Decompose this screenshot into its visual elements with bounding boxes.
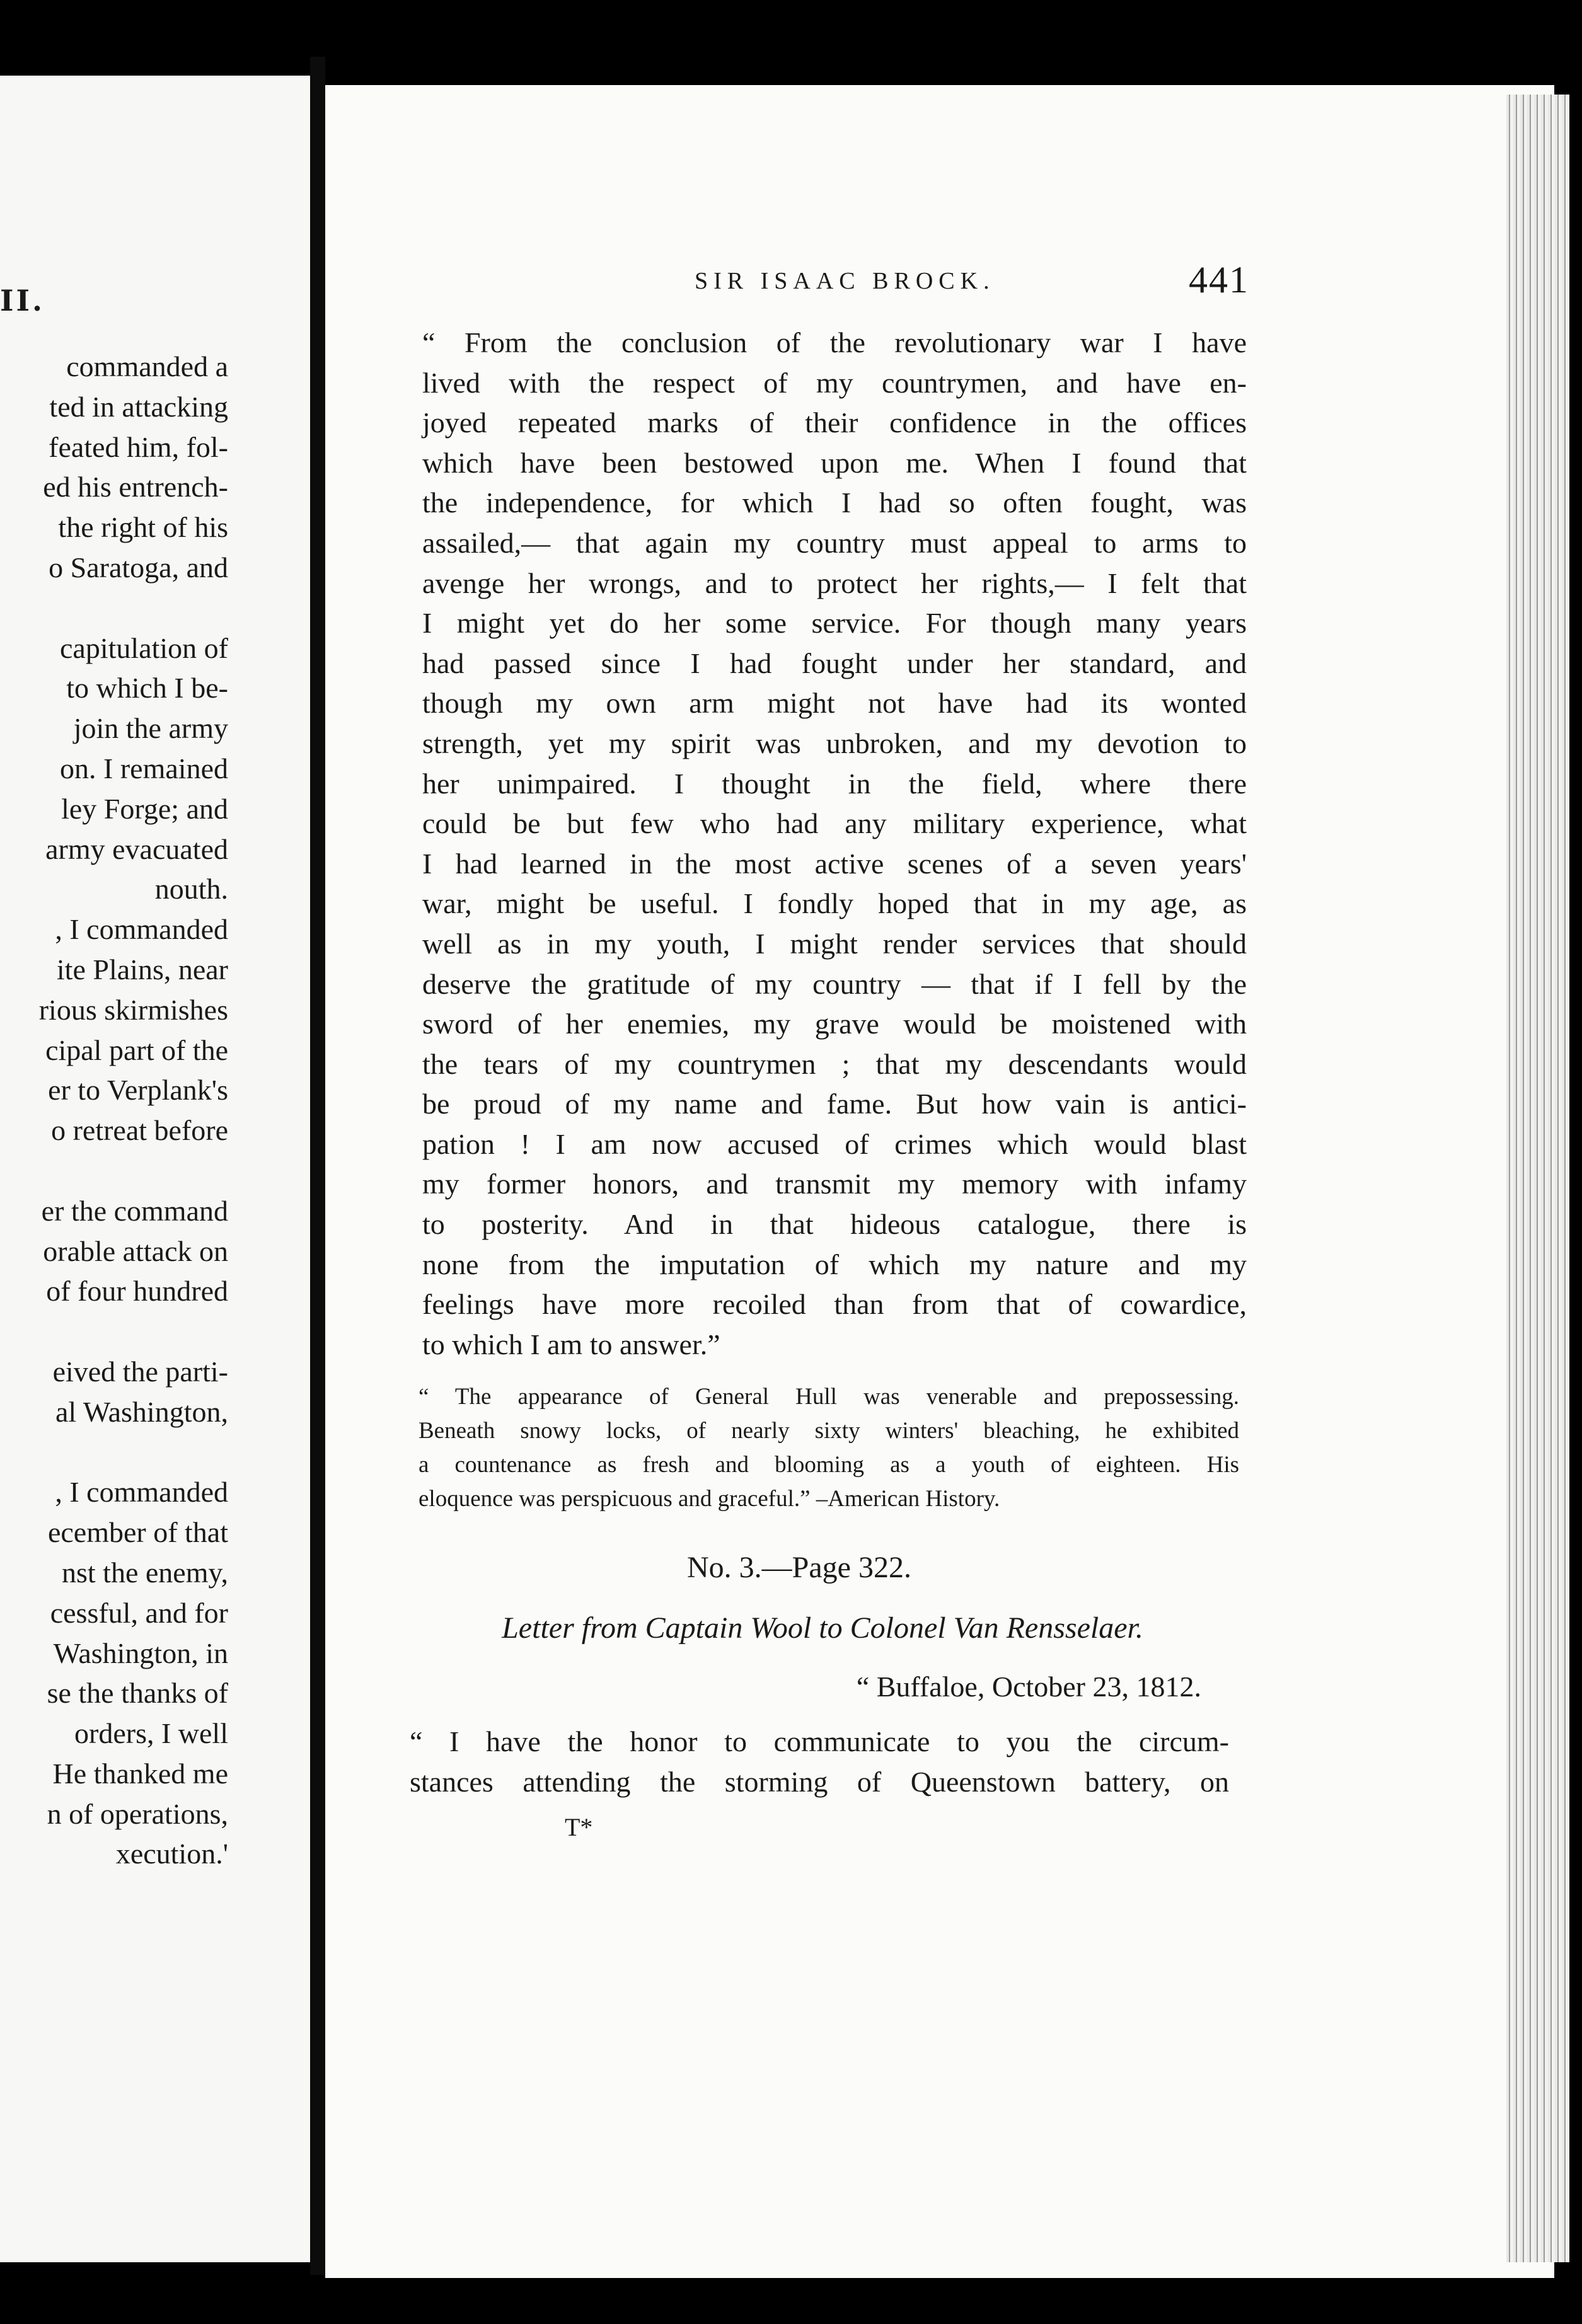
letter-body-text (410, 1722, 1229, 1802)
text-line: xecution.' (115, 1838, 228, 1870)
text-line: stances attending the storming of Queenstown battery, on (410, 1765, 1229, 1798)
text-line: feelings have more recoiled than from that of cowardice, (422, 1288, 1247, 1321)
text-line: deserve the gratitude of my country — that if I fell by the (422, 967, 1247, 1000)
text-line: well as in my youth, I might render services that should (422, 927, 1247, 960)
text-line: nouth. (154, 873, 228, 906)
text-line: o Saratoga, and (49, 551, 228, 584)
text-line: sword of her enemies, my grave would be moistened with (422, 1008, 1247, 1040)
text-line: cessful, and for (50, 1596, 228, 1629)
text-line: He thanked me (52, 1757, 228, 1790)
text-line (0, 1151, 228, 1191)
text-line: er to Verplank's (48, 1074, 228, 1107)
text-line: be proud of my name and fame. But how vain is antici- (422, 1088, 1247, 1120)
text-line: on. I remained (60, 752, 228, 785)
text-line: ed his entrench- (43, 471, 228, 503)
left-page-text (0, 347, 228, 1874)
text-line: of four hundred (46, 1275, 228, 1308)
page-edges (1506, 95, 1569, 2262)
text-line: to which I be- (66, 672, 228, 705)
text-line: rious skirmishes (38, 993, 228, 1026)
text-line: war, might be useful. I fondly hoped that in my age, as (422, 887, 1247, 920)
text-line: se the thanks of (47, 1677, 228, 1710)
text-line: Beneath snowy locks, of nearly sixty winters' bleaching, he exhibited (419, 1418, 1239, 1444)
text-line: pation ! I am now accused of crimes which would blast (422, 1127, 1247, 1160)
page-number: 441 (1189, 259, 1249, 301)
text-line: my former honors, and transmit my memory with infamy (422, 1168, 1247, 1200)
footnote (419, 1380, 1239, 1516)
text-line: eived the parti- (52, 1355, 228, 1388)
book-gutter (310, 57, 325, 2275)
text-line: join the army (73, 712, 228, 745)
text-line: the right of his (58, 511, 228, 544)
text-line: I had learned in the most active scenes of a seven years' (422, 847, 1247, 880)
text-line: “ The appearance of General Hull was venerable and prepossessing. (419, 1384, 1239, 1410)
letter-dateline: “ Buffaloe, October 23, 1812. (856, 1671, 1201, 1703)
text-line: nst the enemy, (61, 1556, 228, 1589)
text-line: none from the imputation of which my nature and my (422, 1248, 1247, 1280)
text-line: cipal part of the (45, 1033, 228, 1066)
text-line: ecember of that (47, 1516, 228, 1549)
text-line: n of operations, (47, 1797, 228, 1830)
text-line: the independence, for which I had so often fought, was (422, 486, 1247, 519)
text-line: joyed repeated marks of their confidence in the offices (422, 406, 1247, 439)
text-line (0, 1311, 228, 1352)
text-line: could be but few who had any military experience, what (422, 807, 1247, 840)
text-line: avenge her wrongs, and to protect her rights,— I felt that (422, 567, 1247, 599)
text-line: her unimpaired. I thought in the field, where there (422, 767, 1247, 800)
signature-mark: T* (565, 1813, 593, 1841)
text-line: which have been bestowed upon me. When I found that (422, 446, 1247, 479)
text-line: al Washington, (55, 1395, 228, 1428)
text-line: er the command (41, 1194, 228, 1227)
text-line: assailed,— that again my country must appeal to arms to (422, 526, 1247, 559)
text-line: orders, I well (74, 1717, 228, 1750)
text-line: though my own arm might not have had its wonted (422, 687, 1247, 720)
text-line: had passed since I had fought under her standard, and (422, 647, 1247, 679)
letter-title: Letter from Captain Wool to Colonel Van Rensselaer. (502, 1611, 1143, 1645)
text-line: Washington, in (53, 1637, 228, 1669)
text-line: “ From the conclusion of the revolutionary war I have (422, 326, 1247, 359)
text-line: I might yet do her some service. For though many years (422, 607, 1247, 640)
text-line: eloquence was perspicuous and graceful.” –American History. (419, 1486, 1000, 1512)
text-line: , I commanded (55, 913, 228, 946)
text-line (0, 588, 228, 628)
text-line: capitulation of (60, 631, 228, 664)
text-line: a countenance as fresh and blooming as a youth of eighteen. His (419, 1452, 1239, 1478)
text-line: strength, yet my spirit was unbroken, and my devotion to (422, 727, 1247, 759)
text-line: to posterity. And in that hideous catalogue, there is (422, 1208, 1247, 1241)
main-body-text (422, 323, 1247, 1364)
text-line: lived with the respect of my countrymen, and have en- (422, 366, 1247, 399)
text-line: ite Plains, near (56, 953, 228, 986)
text-line: o retreat before (51, 1114, 228, 1147)
text-line: orable attack on (43, 1234, 228, 1267)
text-line: to which I am to answer.” (422, 1328, 720, 1360)
text-line: army evacuated (45, 832, 228, 865)
left-page-heading-fragment: II. (0, 284, 45, 318)
text-line: ley Forge; and (61, 792, 228, 825)
running-head-title: SIR ISAAC BROCK. (695, 268, 995, 294)
text-line: feated him, fol- (49, 430, 228, 463)
text-line: the tears of my countrymen ; that my descendants would (422, 1047, 1247, 1080)
appendix-heading: No. 3.—Page 322. (687, 1551, 911, 1584)
text-line: “ I have the honor to communicate to you the circum- (410, 1725, 1229, 1757)
left-facing-page (0, 76, 310, 2262)
text-line (0, 1432, 228, 1473)
text-line: commanded a (66, 350, 228, 383)
text-line: , I commanded (55, 1476, 228, 1509)
text-line: ted in attacking (49, 390, 228, 423)
